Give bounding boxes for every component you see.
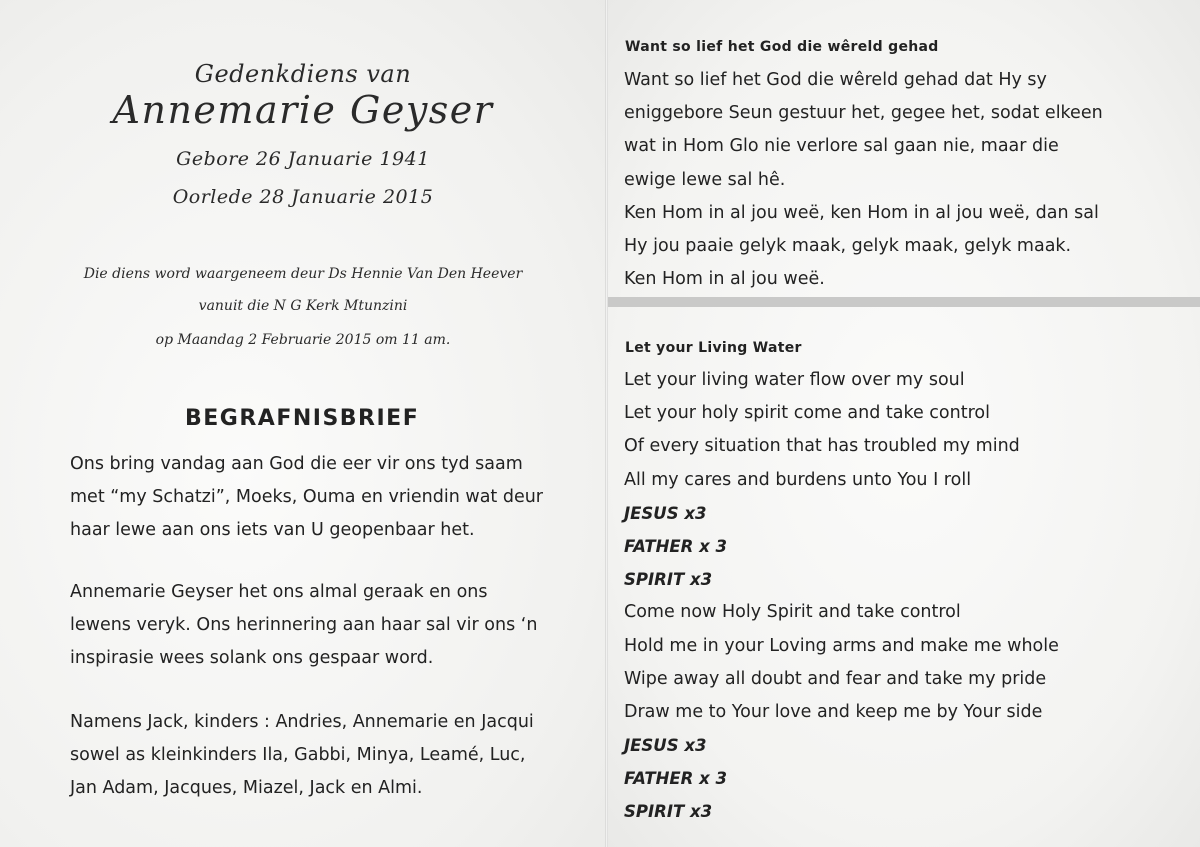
lyric-line: wat in Hom Glo nie verlore sal gaan nie, maar die — [624, 136, 1059, 157]
lyric-line: ewige lewe sal hê. — [624, 169, 786, 190]
paragraph-line: met “my Schatzi”, Moeks, Ouma en vriendin wat deur — [70, 487, 544, 507]
hymn-lyrics — [624, 64, 1194, 296]
refrain-line: FATHER x 3 — [624, 536, 727, 556]
section-divider — [608, 297, 1200, 307]
death-date: Oorlede 28 Januarie 2015 — [172, 186, 434, 208]
paragraph-line: Ons bring vandag aan God die eer vir ons tyd saam — [70, 454, 523, 474]
paragraph-line: Annemarie Geyser het ons almal geraak en ons — [70, 582, 488, 602]
service-venue: vanuit die N G Kerk Mtunzini — [198, 298, 408, 314]
lyric-line: All my cares and burdens unto You I roll — [624, 469, 972, 490]
refrain-line: JESUS x3 — [624, 736, 707, 756]
deceased-name: Annemarie Geyser — [112, 88, 494, 132]
lyric-line: Hold me in your Loving arms and make me whole — [624, 635, 1059, 656]
lyric-line: Ken Hom in al jou weë. — [624, 269, 825, 290]
refrain-line: SPIRIT x3 — [624, 570, 713, 590]
paragraph-line: haar lewe aan ons iets van U geopenbaar het. — [70, 520, 475, 540]
lyric-line: Draw me to Your love and keep me by Your side — [624, 701, 1043, 722]
lyric-line: Hy jou paaie gelyk maak, gelyk maak, gelyk maak. — [624, 235, 1072, 256]
lyric-line: Let your living water flow over my soul — [624, 370, 965, 390]
paragraph-line: lewens veryk. Ons herinnering aan haar sal vir ons ‘n — [70, 615, 538, 635]
refrain-line: SPIRIT x3 — [624, 802, 713, 822]
service-datetime: op Maandag 2 Februarie 2015 om 11 am. — [155, 332, 451, 348]
paragraph-line: Namens Jack, kinders : Andries, Annemarie en Jacqui — [70, 712, 534, 732]
lyric-line: Want so lief het God die wêreld gehad dat Hy sy — [624, 70, 1047, 90]
birth-date: Gebore 26 Januarie 1941 — [176, 148, 430, 170]
hymn-title: Let your Living Water — [625, 340, 802, 356]
hymn-lyrics — [624, 364, 1194, 829]
letter-paragraph — [70, 576, 585, 675]
memorial-subtitle: Gedenkdiens van — [194, 60, 412, 88]
refrain-line: JESUS x3 — [624, 503, 707, 523]
letter-paragraph — [70, 448, 585, 547]
lyric-line: Let your holy spirit come and take control — [624, 403, 990, 424]
refrain-line: FATHER x 3 — [624, 769, 727, 789]
paragraph-line: Jan Adam, Jacques, Miazel, Jack en Almi. — [70, 778, 423, 798]
hymn-title: Want so lief het God die wêreld gehad — [625, 39, 939, 55]
lyric-line: eniggebore Seun gestuur het, gegee het, sodat elkeen — [624, 103, 1103, 124]
letter-title: BEGRAFNISBRIEF — [185, 406, 420, 431]
paragraph-line: sowel as kleinkinders Ila, Gabbi, Minya, Leamé, Luc, — [70, 745, 526, 765]
lyric-line: Wipe away all doubt and fear and take my pride — [624, 668, 1047, 689]
lyric-line: Come now Holy Spirit and take control — [624, 602, 961, 623]
paragraph-line: inspirasie wees solank ons gespaar word. — [70, 648, 434, 668]
lyric-line: Of every situation that has troubled my mind — [624, 436, 1020, 457]
service-officiant: Die diens word waargeneem deur Ds Hennie Van Den Heever — [83, 266, 523, 282]
lyric-line: Ken Hom in al jou weë, ken Hom in al jou weë, dan sal — [624, 202, 1099, 223]
letter-paragraph — [70, 706, 585, 805]
right-page — [608, 0, 1200, 847]
